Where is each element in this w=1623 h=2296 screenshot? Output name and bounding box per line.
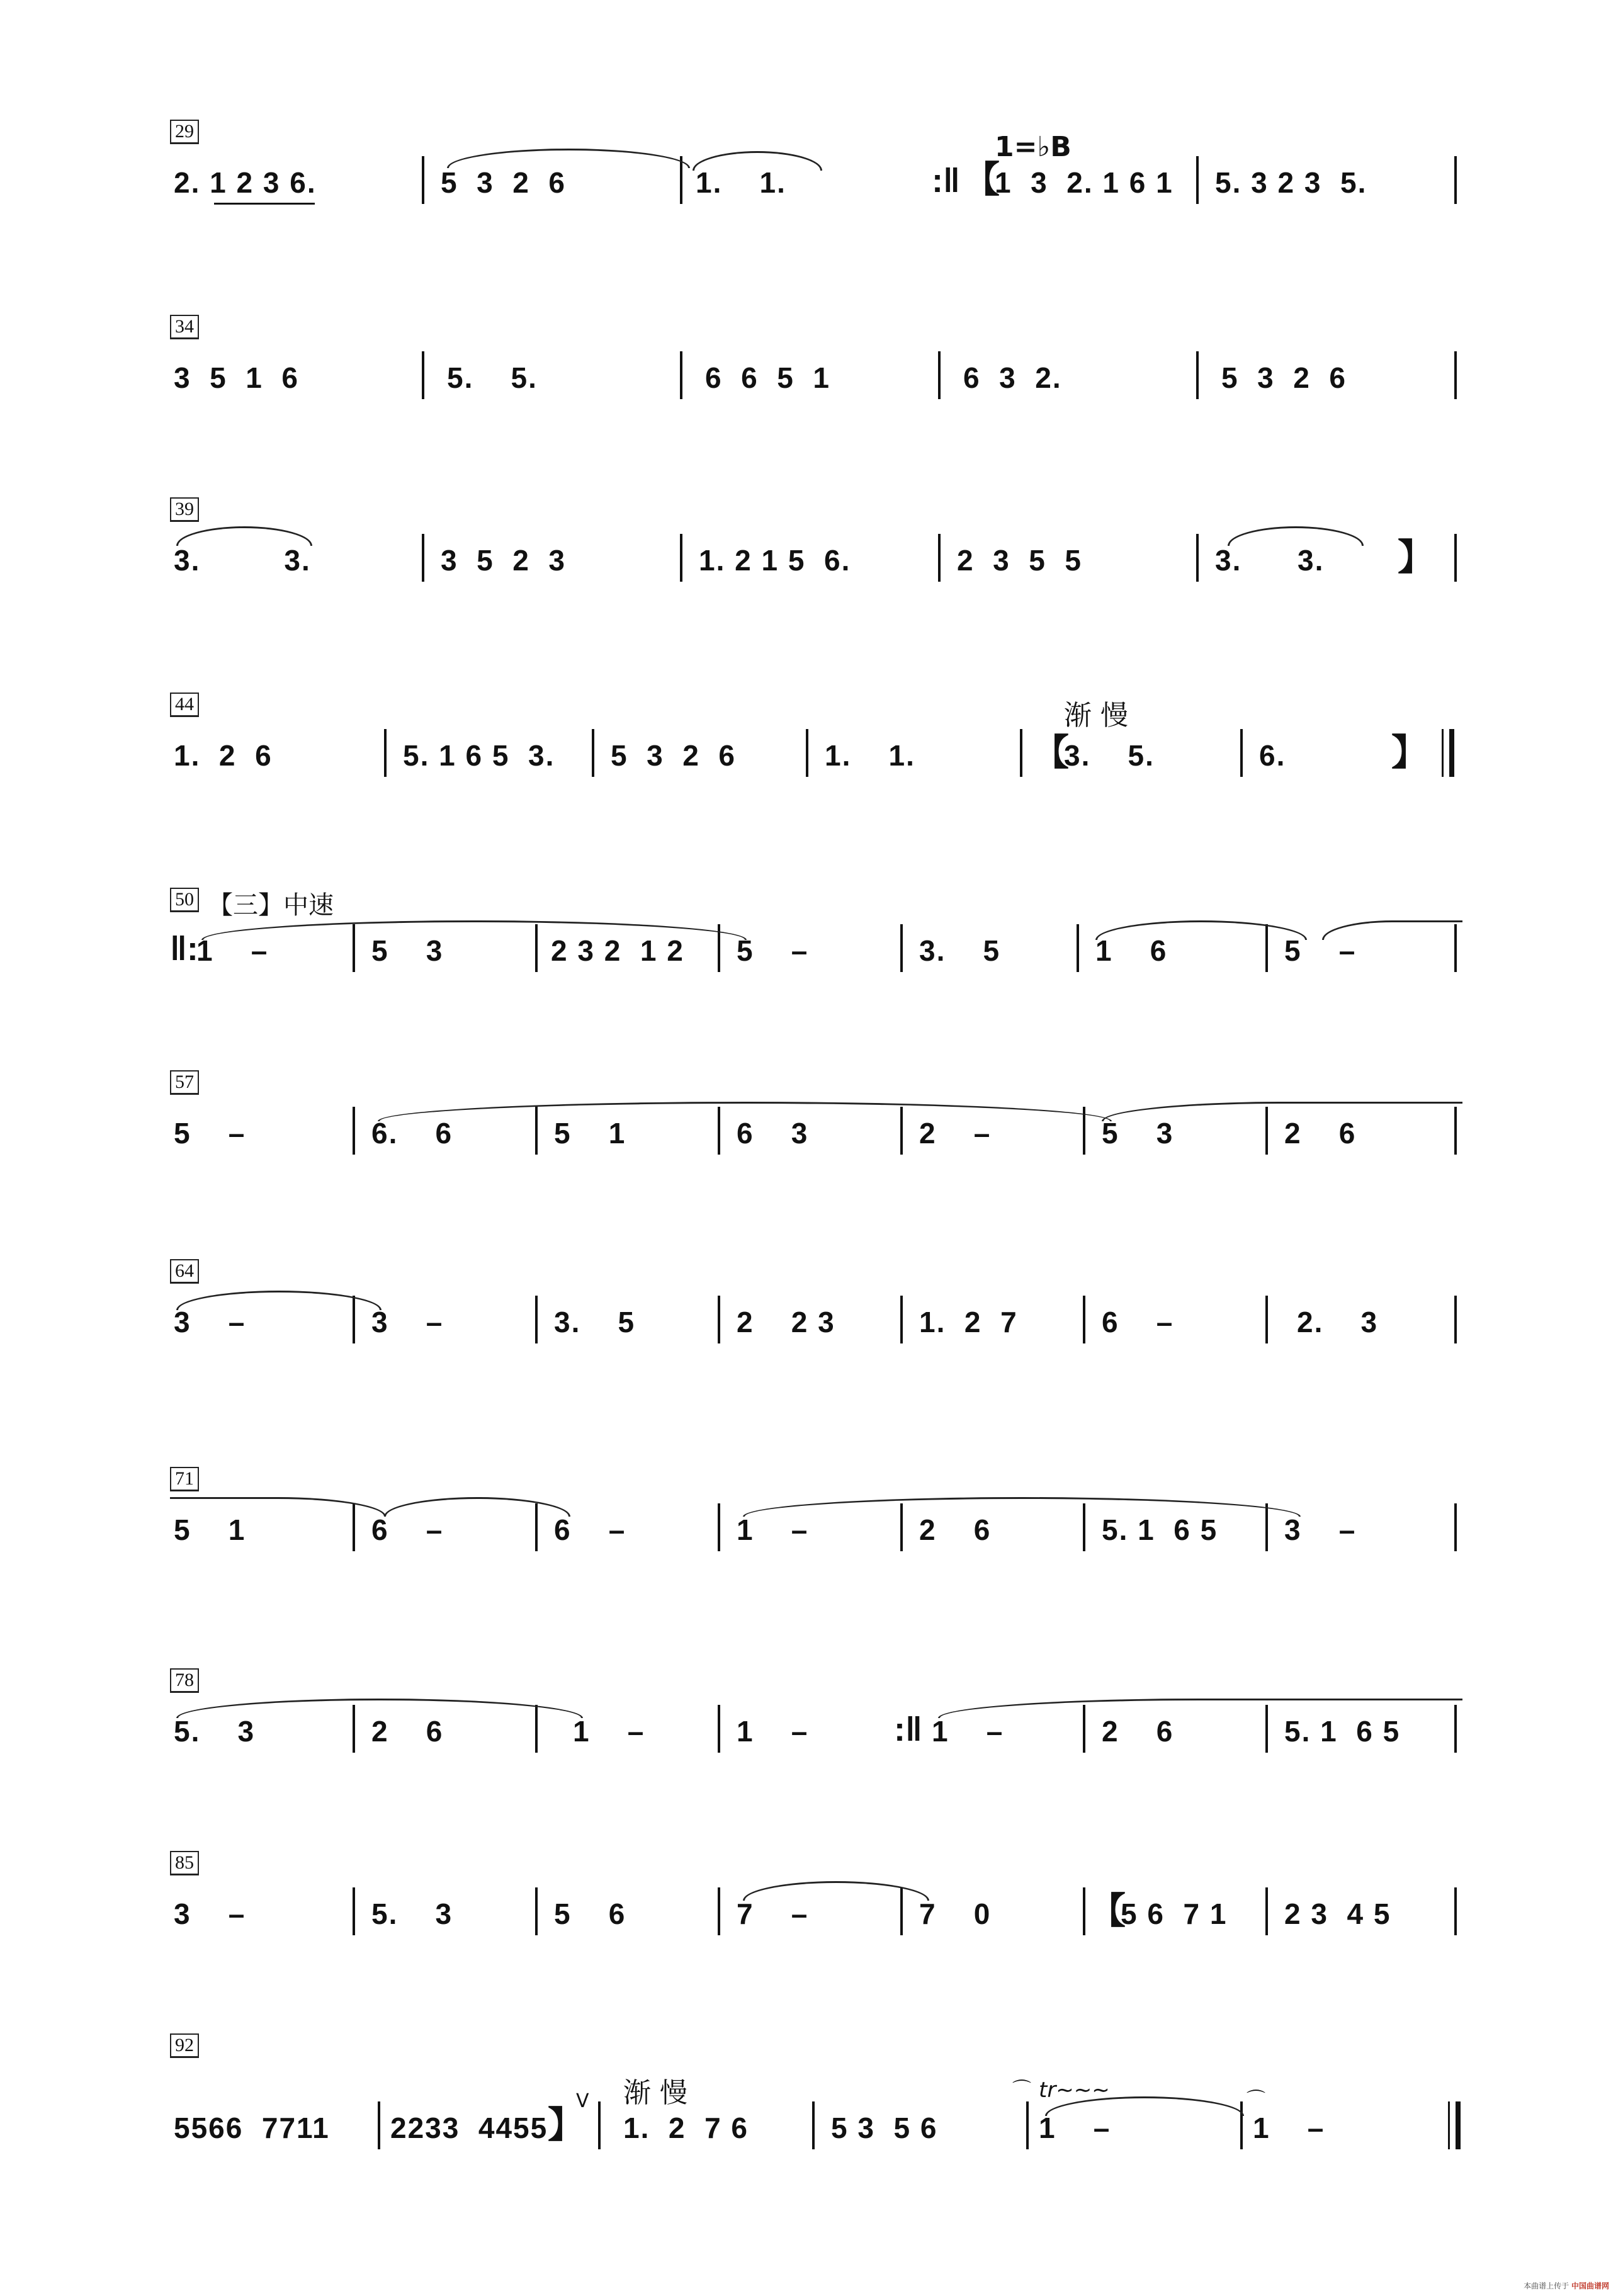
bar-2: 5 3 2 6 bbox=[441, 166, 567, 199]
barline bbox=[592, 729, 594, 777]
fermata-icon: ⌒ bbox=[1247, 2089, 1265, 2111]
final-barline bbox=[1442, 729, 1454, 777]
slur bbox=[378, 1102, 1112, 1121]
bar-2: 2 6 bbox=[371, 1715, 444, 1748]
bar-2: 5 3 bbox=[371, 934, 444, 967]
slur bbox=[384, 1497, 570, 1517]
measure-number: 50 bbox=[170, 888, 199, 912]
barline bbox=[1020, 729, 1022, 777]
barline bbox=[1077, 924, 1079, 972]
bar-3: 3. 5 bbox=[554, 1306, 636, 1338]
bar-1: 3 – bbox=[174, 1306, 246, 1338]
barline bbox=[806, 729, 808, 777]
measure-number: 85 bbox=[170, 1851, 199, 1875]
barline bbox=[535, 1887, 538, 1935]
score-line-92 bbox=[170, 2033, 1461, 2159]
tie bbox=[176, 1291, 382, 1310]
bar-1: 1 – bbox=[196, 934, 269, 967]
slur bbox=[170, 1497, 386, 1517]
bar-4: 6 3 2. bbox=[963, 361, 1062, 394]
score-line-57 bbox=[170, 1070, 1461, 1171]
bracket-open: 【 bbox=[963, 159, 1000, 200]
bar-2: 2233 4455 bbox=[390, 2112, 548, 2144]
slur bbox=[447, 149, 690, 168]
score-line-39 bbox=[170, 497, 1461, 598]
barline bbox=[1196, 351, 1199, 399]
bar-6: 1 6 bbox=[1095, 934, 1168, 967]
bar-1: 5. 3 bbox=[174, 1715, 256, 1748]
score-line-64 bbox=[170, 1259, 1461, 1360]
measure-number: 29 bbox=[170, 120, 199, 144]
tie bbox=[176, 526, 312, 546]
score-line-50 bbox=[170, 888, 1461, 988]
bar-6: 5 6 7 1 bbox=[1121, 1897, 1228, 1930]
footer bbox=[1524, 2280, 1609, 2291]
barline bbox=[812, 2101, 815, 2149]
bar-1: 3 – bbox=[174, 1897, 246, 1930]
bar-4: 5 – bbox=[737, 934, 809, 967]
bar-5: 7 0 bbox=[919, 1897, 992, 1930]
bar-6: 5. 1 6 5 bbox=[1102, 1513, 1218, 1546]
slur bbox=[743, 1497, 1301, 1517]
bar-3: 1. 2 1 5 6. bbox=[699, 544, 851, 577]
tie bbox=[1228, 526, 1364, 546]
score-line-78 bbox=[170, 1668, 1461, 1769]
trill-icon: tr∼∼∼ bbox=[1039, 2078, 1110, 2103]
barline bbox=[1240, 729, 1243, 777]
bar-5: 1 – bbox=[1039, 2112, 1111, 2144]
bar-7: 5 – bbox=[1284, 934, 1357, 967]
barline bbox=[1454, 1296, 1457, 1343]
measure-number: 92 bbox=[170, 2033, 199, 2058]
measure-number: 64 bbox=[170, 1259, 199, 1284]
barline bbox=[353, 1107, 355, 1155]
upload-note: 本曲谱上传于 bbox=[1524, 2282, 1569, 2290]
key-signature: 1=♭B bbox=[995, 131, 1072, 163]
score-line-85 bbox=[170, 1851, 1461, 1952]
score-line-29 bbox=[170, 120, 1461, 220]
bar-4: 5 3 5 6 bbox=[831, 2112, 938, 2144]
barline bbox=[1083, 1296, 1085, 1343]
score-line-71 bbox=[170, 1467, 1461, 1568]
bar-1: 3. 3. bbox=[174, 544, 311, 577]
measure-number: 34 bbox=[170, 315, 199, 339]
measure-number: 71 bbox=[170, 1467, 199, 1491]
site-logo: 中国曲谱网 bbox=[1571, 2282, 1609, 2290]
bar-5: 5. 3 2 3 5. bbox=[1215, 166, 1367, 199]
bar-7: 3 – bbox=[1284, 1513, 1357, 1546]
bar-5: 5 3 2 6 bbox=[1221, 361, 1347, 394]
bar-2: 3 5 2 3 bbox=[441, 544, 567, 577]
bar-5: 2 6 bbox=[919, 1513, 992, 1546]
bar-1: 1. 2 6 bbox=[174, 739, 273, 772]
tempo-marking: 渐 慢 bbox=[1064, 699, 1128, 732]
bar-7: 2 3 4 5 bbox=[1284, 1897, 1391, 1930]
bar-5: 3. 3. bbox=[1215, 544, 1325, 577]
barline bbox=[718, 1503, 720, 1551]
barline bbox=[938, 534, 941, 582]
bar-2: 5. 5. bbox=[447, 361, 538, 394]
barline bbox=[1265, 1887, 1268, 1935]
barline bbox=[680, 534, 682, 582]
bar-4: 1 3 2. 1 6 1 bbox=[995, 166, 1173, 199]
repeat-start: ‖: bbox=[170, 930, 198, 968]
bar-7: 2 6 bbox=[1284, 1117, 1357, 1150]
bar-5: 3. 5. bbox=[1064, 739, 1155, 772]
barline bbox=[1454, 1503, 1457, 1551]
bar-6: 6 – bbox=[1102, 1306, 1174, 1338]
bar-4: 1 – bbox=[737, 1513, 809, 1546]
barline bbox=[718, 1887, 720, 1935]
barline bbox=[1454, 156, 1457, 204]
barline bbox=[1196, 534, 1199, 582]
barline bbox=[1026, 2101, 1029, 2149]
score-line-44 bbox=[170, 693, 1461, 806]
bar-7: 2. 3 bbox=[1297, 1306, 1379, 1338]
bar-3: 1. 2 7 6 bbox=[623, 2112, 749, 2144]
bar-1: 5 1 bbox=[174, 1513, 246, 1546]
barline bbox=[422, 534, 424, 582]
bar-5: 1. 2 7 bbox=[919, 1306, 1018, 1338]
slur bbox=[1102, 1102, 1462, 1121]
bar-6: 1 – bbox=[1253, 2112, 1325, 2144]
bar-6: 2 6 bbox=[1102, 1715, 1174, 1748]
barline bbox=[718, 1705, 720, 1753]
tie bbox=[693, 151, 822, 171]
bar-4: 1. 1. bbox=[825, 739, 915, 772]
measure-number: 39 bbox=[170, 497, 199, 522]
section-heading: 【三】中速 bbox=[208, 891, 334, 920]
bar-3: 5 3 2 6 bbox=[611, 739, 737, 772]
bar-5: 2 – bbox=[919, 1117, 992, 1150]
slur bbox=[743, 1881, 929, 1901]
barline bbox=[1454, 534, 1457, 582]
bar-7: 5. 1 6 5 bbox=[1284, 1715, 1401, 1748]
bar-2: 6. 6 bbox=[371, 1117, 453, 1150]
underline bbox=[214, 203, 315, 205]
bar-3: 6 – bbox=[554, 1513, 626, 1546]
barline bbox=[718, 1296, 720, 1343]
barline bbox=[1240, 2101, 1243, 2149]
bar-3: 5 6 bbox=[554, 1897, 626, 1930]
slur bbox=[201, 920, 747, 940]
barline bbox=[938, 351, 941, 399]
bar-2: 5. 3 bbox=[371, 1897, 453, 1930]
barline bbox=[1196, 156, 1199, 204]
tempo-marking: 渐 慢 bbox=[623, 2077, 687, 2109]
barline bbox=[535, 1296, 538, 1343]
bar-2: 6 – bbox=[371, 1513, 444, 1546]
barline bbox=[1454, 351, 1457, 399]
bar-1: 5 – bbox=[174, 1117, 246, 1150]
barline bbox=[422, 351, 424, 399]
barline bbox=[1265, 1296, 1268, 1343]
bar-6: 5 3 bbox=[1102, 1117, 1174, 1150]
slur bbox=[1322, 920, 1462, 940]
bracket-open: 【 bbox=[1089, 1891, 1126, 1931]
slur bbox=[176, 1699, 583, 1718]
bar-2: 5. 1 6 5 3. bbox=[403, 739, 555, 772]
bar-3: 5 1 bbox=[554, 1117, 626, 1150]
bar-4: 2 3 5 5 bbox=[957, 544, 1083, 577]
measure-number: 57 bbox=[170, 1070, 199, 1095]
bracket-open: 【 bbox=[1032, 732, 1070, 773]
bar-1: 3 5 1 6 bbox=[174, 361, 300, 394]
bar-4: 1 – bbox=[737, 1715, 809, 1748]
bar-6: 6. bbox=[1259, 739, 1286, 772]
barline bbox=[353, 1887, 355, 1935]
bar-4: 2 2 3 bbox=[737, 1306, 835, 1338]
final-barline bbox=[1448, 2101, 1461, 2149]
barline bbox=[422, 156, 424, 204]
slur bbox=[1095, 920, 1307, 940]
barline bbox=[1083, 1887, 1085, 1935]
bar-5: 3. 5 bbox=[919, 934, 1001, 967]
bar-2: 3 – bbox=[371, 1306, 444, 1338]
bar-3: 1 – bbox=[573, 1715, 645, 1748]
measure-number: 78 bbox=[170, 1668, 199, 1693]
bracket-close: 】 bbox=[1391, 732, 1428, 773]
bar-1: 5566 7711 bbox=[174, 2112, 330, 2144]
barline bbox=[384, 729, 387, 777]
bar-3: 2 3 2 1 2 bbox=[551, 934, 684, 967]
repeat-end: :‖ bbox=[894, 1711, 922, 1748]
slur bbox=[938, 1699, 1462, 1718]
bracket-close: 】 bbox=[1398, 537, 1435, 578]
score-line-34 bbox=[170, 315, 1461, 416]
barline bbox=[378, 2101, 380, 2149]
bracket-close: 】 bbox=[548, 2105, 585, 2146]
barline bbox=[680, 351, 682, 399]
bar-4: 6 3 bbox=[737, 1117, 809, 1150]
measure-number: 44 bbox=[170, 693, 199, 717]
barline bbox=[1454, 1887, 1457, 1935]
breath-mark: V bbox=[576, 2090, 589, 2112]
bar-4: 7 – bbox=[737, 1897, 809, 1930]
bar-3: 6 6 5 1 bbox=[705, 361, 831, 394]
bar-5: 1 – bbox=[932, 1715, 1004, 1748]
barline bbox=[900, 1296, 903, 1343]
repeat-end: :‖ bbox=[932, 162, 960, 200]
bar-1: 2. 1 2 3 6. bbox=[174, 166, 317, 199]
fermata-icon: ⌒ bbox=[1012, 2079, 1031, 2101]
barline bbox=[900, 924, 903, 972]
bar-3: 1. 1. bbox=[696, 166, 786, 199]
barline bbox=[598, 2101, 601, 2149]
